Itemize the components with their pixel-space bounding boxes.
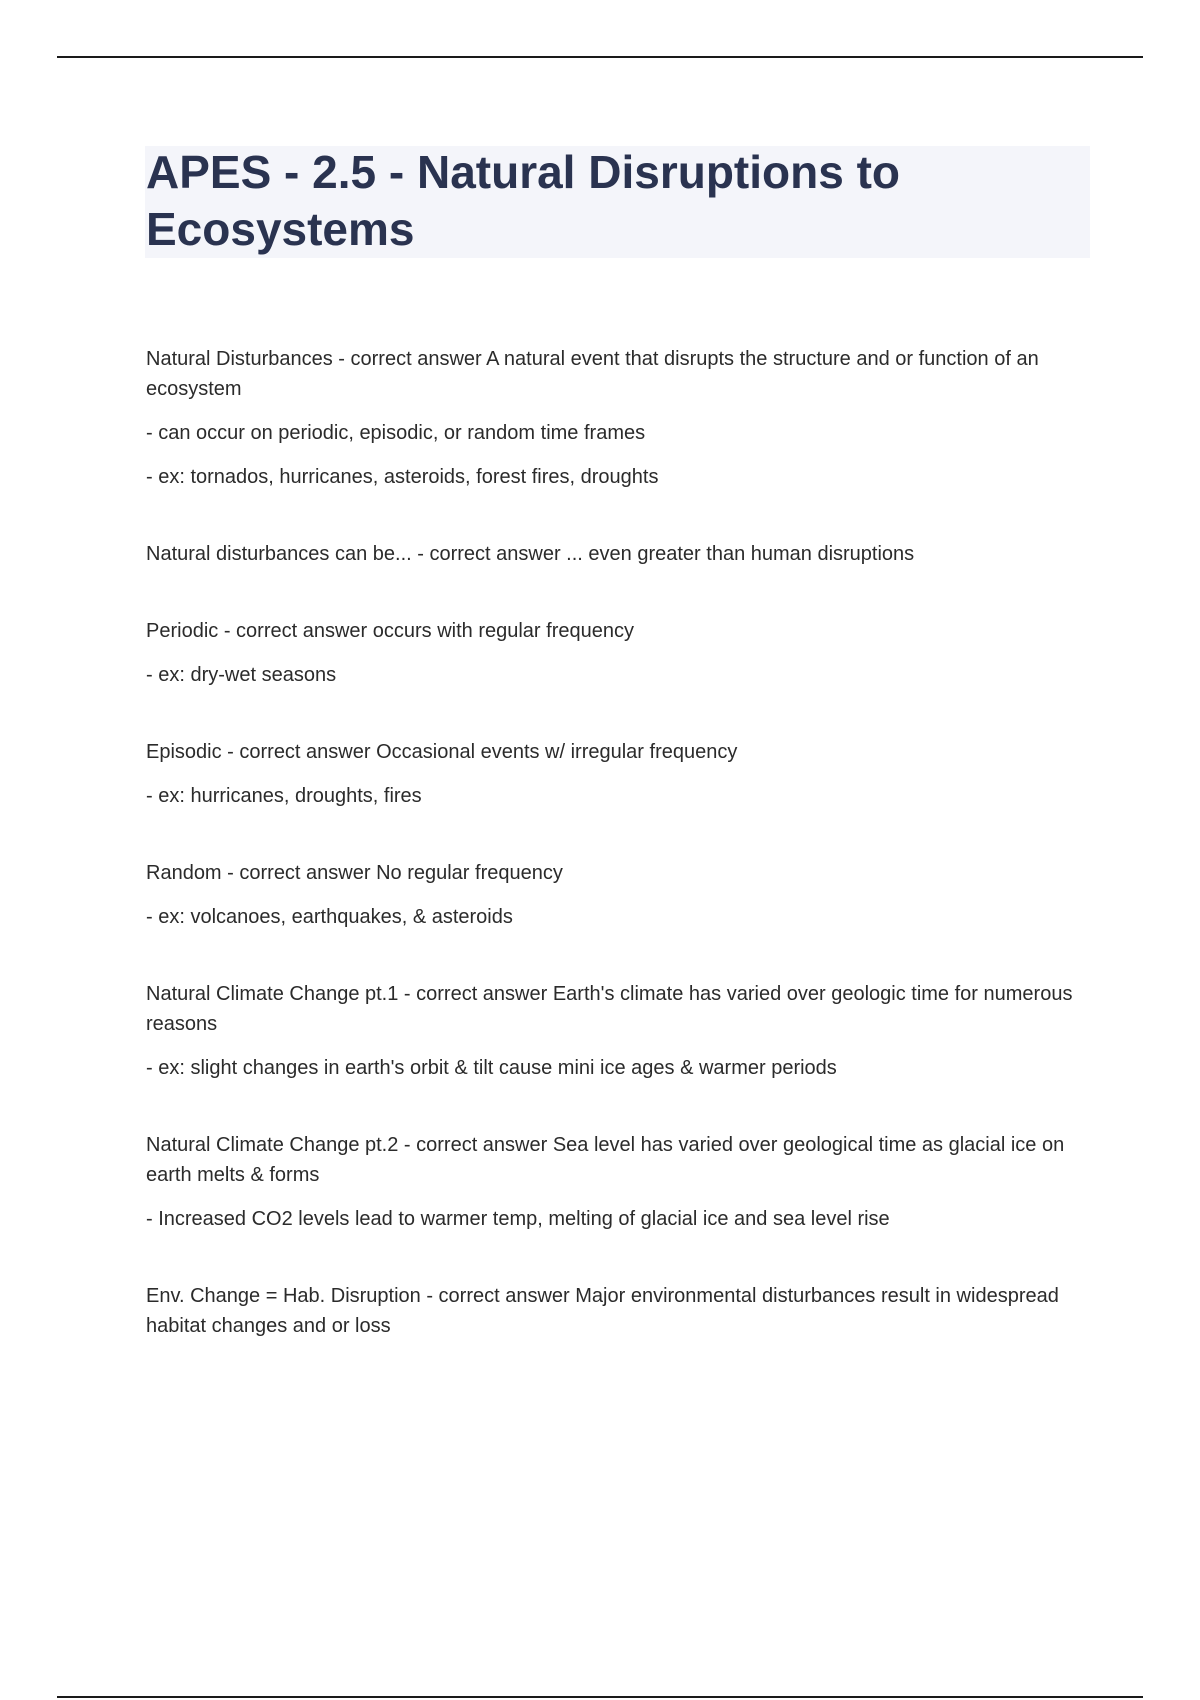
entry-detail: - ex: dry-wet seasons <box>146 664 337 686</box>
bottom-rule <box>57 1696 1143 1698</box>
entry-main: Natural Disturbances - correct answer A natural event that disrupts the structure and or function of an ecosystem <box>146 348 1039 400</box>
entry-detail: - ex: volcanoes, earthquakes, & asteroids <box>146 906 513 928</box>
page-title: APES - 2.5 - Natural Disruptions to Ecosystems <box>146 146 900 255</box>
entry-main: Periodic - correct answer occurs with regular frequency <box>146 620 634 642</box>
entry-natural-disturbances-can-be <box>146 539 1091 569</box>
entry-periodic <box>146 616 1091 690</box>
entry-detail: - ex: tornados, hurricanes, asteroids, forest fires, droughts <box>146 466 659 488</box>
entry-main: Natural Climate Change pt.1 - correct answer Earth's climate has varied over geologic time for numerous reasons <box>146 983 1073 1035</box>
entry-detail: - ex: slight changes in earth's orbit & tilt cause mini ice ages & warmer periods <box>146 1057 837 1079</box>
entry-climate-change-1 <box>146 979 1091 1083</box>
entry-detail: - can occur on periodic, episodic, or random time frames <box>146 422 646 444</box>
entry-main: Env. Change = Hab. Disruption - correct answer Major environmental disturbances result in widespread habitat changes and or loss <box>146 1285 1059 1337</box>
document-body <box>146 344 1091 1388</box>
entry-habitat-disruption <box>146 1281 1091 1341</box>
entry-main: Random - correct answer No regular frequency <box>146 862 563 884</box>
entry-main: Natural disturbances can be... - correct answer ... even greater than human disruptions <box>146 543 915 565</box>
top-rule <box>57 56 1143 58</box>
entry-main: Natural Climate Change pt.2 - correct answer Sea level has varied over geological time as glacial ice on earth melts & forms <box>146 1134 1065 1186</box>
entry-detail: - ex: hurricanes, droughts, fires <box>146 785 422 807</box>
entry-detail: - Increased CO2 levels lead to warmer temp, melting of glacial ice and sea level rise <box>146 1208 890 1230</box>
entry-main: Episodic - correct answer Occasional events w/ irregular frequency <box>146 741 738 763</box>
entry-natural-disturbances <box>146 344 1091 492</box>
entry-episodic <box>146 737 1091 811</box>
entry-climate-change-2 <box>146 1130 1091 1234</box>
entry-random <box>146 858 1091 932</box>
